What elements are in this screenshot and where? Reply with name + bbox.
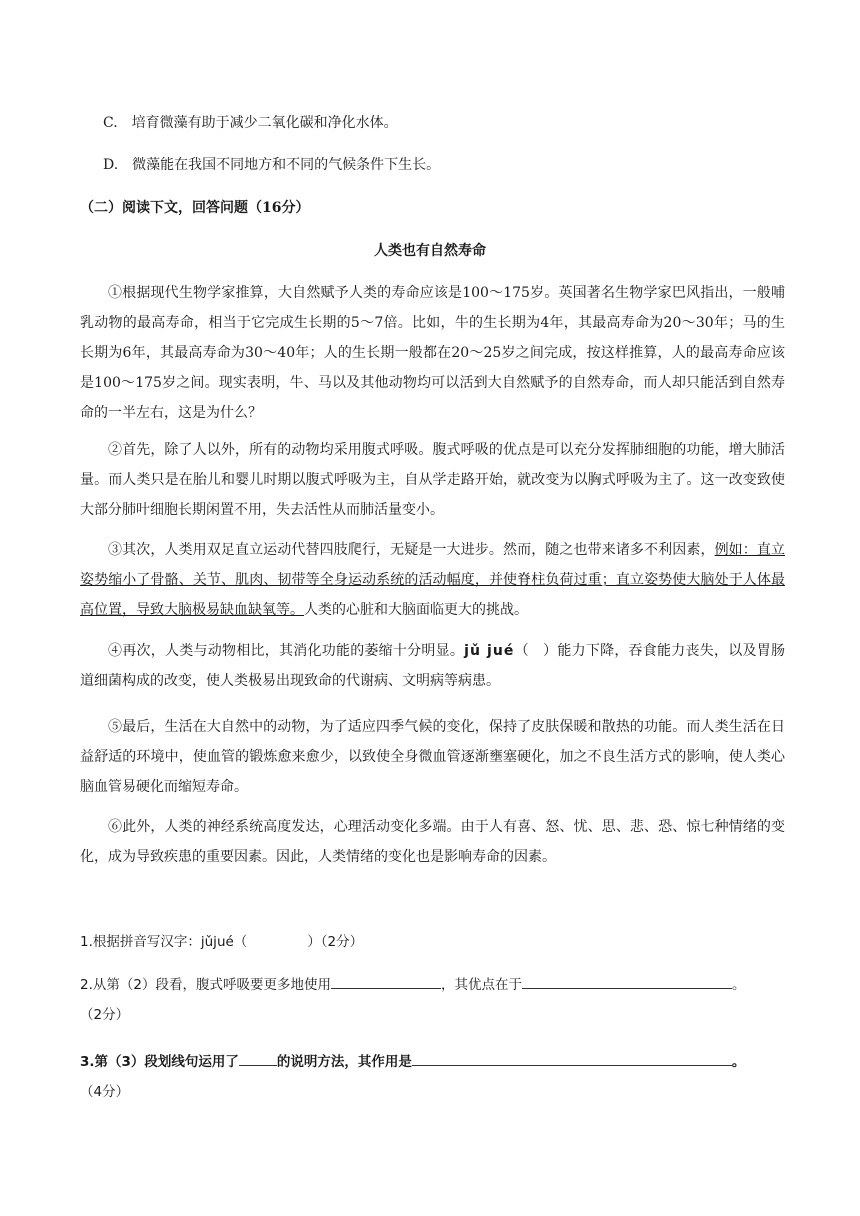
answer-blank-2a[interactable]	[331, 972, 441, 989]
answer-blank-3a[interactable]	[239, 1049, 277, 1066]
question-3-text: 3.第（3）段划线句运用了	[80, 1054, 239, 1070]
option-c: C. 培育微藻有助于减少二氧化碳和净化水体。	[103, 115, 398, 131]
paragraph-4-intro: ④再次，人类与动物相比，其消化功能的萎缩十分明显。	[108, 643, 465, 659]
paragraph-5: ⑤最后，生活在大自然中的动物，为了适应四季气候的变化，保持了皮肤保暖和散热的功能。而人类生活在日益舒适的环境中，使血管的锻炼愈来愈少，以致使全身微血管逐渐壅塞硬化，加之不良生活方式的影响，使人类心脑血管易硬化而缩短寿命。	[80, 719, 785, 795]
section-heading: （二）阅读下文，回答问题（16分）	[80, 200, 310, 216]
answer-blank-2b[interactable]	[522, 972, 732, 989]
pinyin-jujue: jǔ jué	[464, 643, 515, 659]
paragraph-3-intro: ③其次，人类用双足直立运动代替四肢爬行，无疑是一大进步。然而，随之也带来诸多不利因素，	[108, 542, 715, 558]
paragraph-4	[80, 636, 785, 696]
question-3-mid: 的说明方法，其作用是	[276, 1054, 412, 1070]
question-2	[80, 970, 788, 1030]
question-2-mid: ，其优点在于	[440, 977, 522, 993]
question-3-end: 。	[731, 1054, 746, 1070]
question-1-score: ）（2分）	[307, 934, 364, 950]
question-2-text: 2.从第（2）段看，腹式呼吸要更多地使用	[80, 977, 331, 993]
paragraph-1: ①根据现代生物学家推算，大自然赋予人类的寿命应该是100～175岁。英国著名生物学家巴风指出，一般哺乳动物的最高寿命，相当于它完成生长期的5～7倍。比如，牛的生长期为4年，其最高寿命为20～30年；马的生长期为6年，其最高寿命为30～40年；人的生长期一般都在20～25岁之间完成，按这样推算，人的最高寿命应该是100～175岁之间。现实表明，牛、马以及其他动物均可以活到大自然赋予的自然寿命，而人却只能活到自然寿命的一半左右，这是为什么？	[80, 285, 785, 421]
paragraph-6: ⑥此外，人类的神经系统高度发达，心理活动变化多端。由于人有喜、怒、忧、思、悲、恐、惊七种情绪的变化，成为导致疾患的重要因素。因此，人类情绪的变化也是影响寿命的因素。	[80, 819, 785, 865]
option-d: D. 微藻能在我国不同地方和不同的气候条件下生长。	[103, 157, 441, 173]
paragraph-3-end: 人类的心脏和大脑面临更大的挑战。	[304, 602, 528, 618]
pinyin-paren: （ ）	[514, 643, 558, 659]
paragraph-4-end: 能力下降，吞食能力丧失，以及胃肠道细菌构成的改变，使人类极易出现致命的代谢病、文明病等病患。	[80, 643, 786, 689]
question-1	[80, 927, 788, 957]
question-3	[80, 1047, 788, 1107]
answer-blank-3b[interactable]	[412, 1049, 732, 1066]
paragraph-2: ②首先，除了人以外，所有的动物均采用腹式呼吸。腹式呼吸的优点是可以充分发挥肺细胞的功能，增大肺活量。而人类只是在胎儿和婴儿时期以腹式呼吸为主，自从学走路开始，就改变为以胸式呼吸为主了。这一改变致使大部分肺叶细胞长期闲置不用，失去活性从而肺活量变小。	[80, 442, 785, 518]
question-2-score: （2分）	[80, 1007, 130, 1023]
question-1-text: 1.根据拼音写汉字：jǔjué（	[80, 934, 248, 950]
question-3-score: （4分）	[80, 1084, 130, 1100]
underlined-sentence: 例如：直立姿势缩小了骨骼、关节、肌肉、韧带等全身运动系统的活动幅度，并使脊柱负荷过重；直立姿势使大脑处于人体最高位置，导致大脑极易缺血缺氧等。	[80, 542, 786, 618]
question-2-end: 。	[731, 977, 746, 993]
article-title: 人类也有自然寿命	[374, 243, 486, 259]
paragraph-3	[80, 535, 785, 625]
